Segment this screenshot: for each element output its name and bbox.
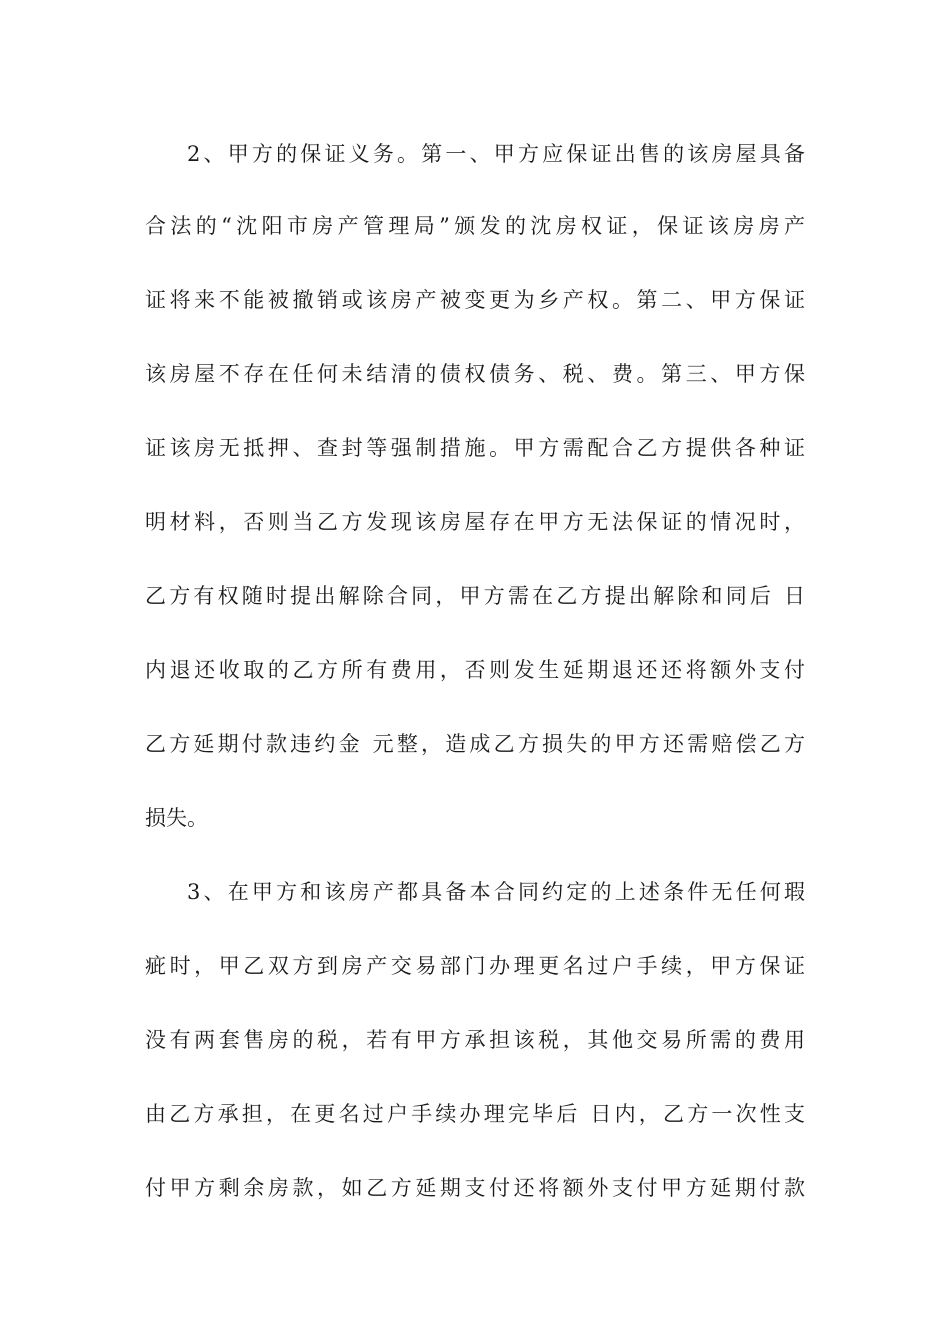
paragraph-line: 明材料，否则当乙方发现该房屋存在甲方无法保证的情况时，	[145, 510, 805, 534]
paragraph-line: 付甲方剩余房款，如乙方延期支付还将额外支付甲方延期付款	[145, 1176, 805, 1200]
paragraph-line: 内退还收取的乙方所有费用，否则发生延期退还还将额外支付	[145, 658, 805, 682]
paragraph-line: 疵时，甲乙双方到房产交易部门办理更名过户手续，甲方保证	[145, 954, 805, 978]
paragraph-line: 该房屋不存在任何未结清的债权债务、税、费。第三、甲方保	[145, 362, 805, 386]
paragraph-line: 合法的“沈阳市房产管理局”颁发的沈房权证，保证该房房产	[145, 214, 805, 238]
paragraph-line: 没有两套售房的税，若有甲方承担该税，其他交易所需的费用	[145, 1028, 805, 1052]
paragraph-line: 3、在甲方和该房产都具备本合同约定的上述条件无任何瑕	[187, 880, 805, 904]
paragraph-line: 证该房无抵押、查封等强制措施。甲方需配合乙方提供各种证	[145, 436, 805, 460]
paragraph-line: 证将来不能被撤销或该房产被变更为乡产权。第二、甲方保证	[145, 288, 805, 312]
paragraph-line: 乙方有权随时提出解除合同，甲方需在乙方提出解除和同后 日	[145, 584, 805, 608]
paragraph-line: 损失。	[145, 806, 208, 830]
paragraph-line: 2、甲方的保证义务。第一、甲方应保证出售的该房屋具备	[187, 142, 805, 166]
paragraph-line: 由乙方承担，在更名过户手续办理完毕后 日内，乙方一次性支	[145, 1102, 805, 1126]
paragraph-line: 乙方延期付款违约金 元整，造成乙方损失的甲方还需赔偿乙方	[145, 732, 805, 756]
